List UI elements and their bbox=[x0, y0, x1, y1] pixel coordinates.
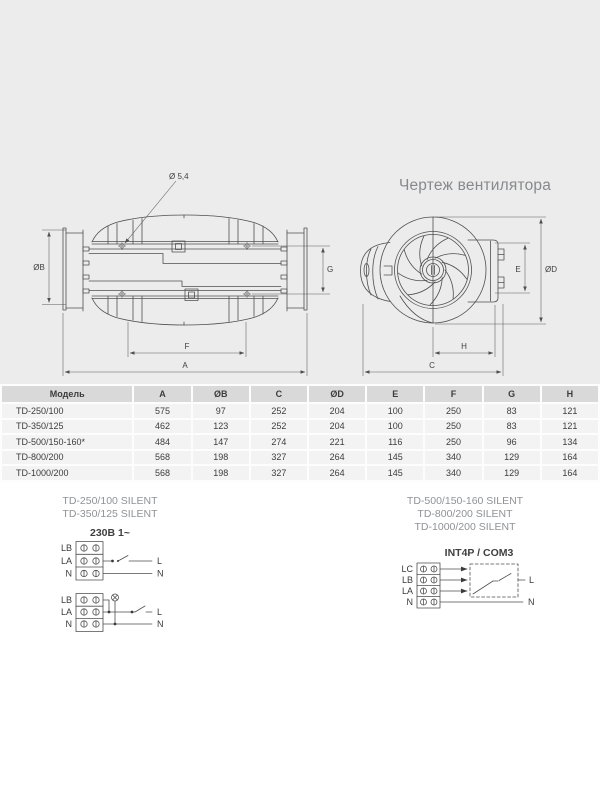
model-cell: TD-250/100 bbox=[2, 404, 132, 418]
value-cell: 568 bbox=[134, 451, 190, 465]
terminal-label-lc: LC bbox=[401, 564, 413, 574]
col-header-a: A bbox=[134, 386, 190, 402]
value-cell: 484 bbox=[134, 435, 190, 449]
fan-side-view-drawing bbox=[30, 165, 340, 380]
controller-box bbox=[470, 564, 518, 597]
wiring-left-diagram-2 bbox=[61, 594, 164, 632]
value-cell: 204 bbox=[309, 420, 365, 434]
value-cell: 568 bbox=[134, 466, 190, 480]
wiring-left-diagram-1 bbox=[61, 542, 164, 581]
col-header-od: ØD bbox=[309, 386, 365, 402]
table-header-row bbox=[2, 386, 598, 402]
value-cell: 83 bbox=[484, 420, 540, 434]
value-cell: 134 bbox=[542, 435, 598, 449]
value-cell: 164 bbox=[542, 466, 598, 480]
value-cell: 96 bbox=[484, 435, 540, 449]
value-cell: 327 bbox=[251, 451, 307, 465]
value-cell: 123 bbox=[193, 420, 249, 434]
value-cell: 97 bbox=[193, 404, 249, 418]
dim-e bbox=[495, 243, 530, 293]
value-cell: 145 bbox=[367, 451, 423, 465]
value-cell: 121 bbox=[542, 420, 598, 434]
wiring-model-line: TD-800/200 SILENT bbox=[417, 508, 513, 520]
value-cell: 264 bbox=[309, 451, 365, 465]
value-cell: 129 bbox=[484, 451, 540, 465]
value-cell: 575 bbox=[134, 404, 190, 418]
wiring-diagram-right bbox=[395, 556, 545, 614]
table-row bbox=[2, 466, 598, 480]
dim-label-e: E bbox=[515, 265, 521, 274]
col-header-model: Модель bbox=[2, 386, 132, 402]
value-cell: 100 bbox=[367, 420, 423, 434]
neutral-label: N bbox=[157, 568, 164, 579]
line-label: L bbox=[157, 607, 163, 617]
model-cell: TD-1000/200 bbox=[2, 466, 132, 480]
value-cell: 340 bbox=[425, 451, 481, 465]
model-cell: TD-800/200 bbox=[2, 451, 132, 465]
value-cell: 462 bbox=[134, 420, 190, 434]
value-cell: 327 bbox=[251, 466, 307, 480]
dim-label-a: A bbox=[182, 361, 188, 370]
model-cell: TD-500/150-160* bbox=[2, 435, 132, 449]
dimensions-table bbox=[0, 384, 600, 482]
neutral-label: N bbox=[528, 597, 535, 607]
col-header-f: F bbox=[425, 386, 481, 402]
col-header-g: G bbox=[484, 386, 540, 402]
fan-casing bbox=[380, 217, 486, 323]
value-cell: 264 bbox=[309, 466, 365, 480]
left-spigot bbox=[63, 228, 89, 311]
wiring-model-line: TD-500/150-160 SILENT bbox=[406, 495, 524, 507]
value-cell: 147 bbox=[193, 435, 249, 449]
value-cell: 100 bbox=[367, 404, 423, 418]
value-cell: 252 bbox=[251, 404, 307, 418]
terminal-label-n: N bbox=[65, 619, 72, 629]
value-cell: 250 bbox=[425, 435, 481, 449]
value-cell: 198 bbox=[193, 466, 249, 480]
col-header-c: C bbox=[251, 386, 307, 402]
dim-od bbox=[435, 217, 557, 324]
value-cell: 221 bbox=[309, 435, 365, 449]
terminal-label-la: LA bbox=[60, 607, 72, 617]
value-cell: 274 bbox=[251, 435, 307, 449]
terminal-label-lb: LB bbox=[60, 543, 72, 553]
mounting-holes bbox=[118, 172, 251, 298]
line-label: L bbox=[157, 556, 163, 566]
dim-label-h: H bbox=[461, 342, 467, 351]
dim-ob bbox=[33, 230, 66, 305]
wiring-left-models bbox=[30, 495, 190, 521]
dim-label-ob: ØB bbox=[33, 263, 45, 272]
value-cell: 145 bbox=[367, 466, 423, 480]
fan-body bbox=[89, 215, 281, 325]
motor-bracket bbox=[361, 243, 393, 302]
value-cell: 250 bbox=[425, 404, 481, 418]
col-header-e: E bbox=[367, 386, 423, 402]
value-cell: 164 bbox=[542, 451, 598, 465]
model-cell: TD-350/125 bbox=[2, 420, 132, 434]
dim-label-f: F bbox=[184, 342, 190, 351]
page-title: Чертеж вентилятора bbox=[398, 177, 552, 194]
value-cell: 198 bbox=[193, 451, 249, 465]
wiring-diagram-left bbox=[40, 540, 220, 640]
value-cell: 204 bbox=[309, 404, 365, 418]
dim-label-od: ØD bbox=[545, 265, 557, 274]
value-cell: 250 bbox=[425, 420, 481, 434]
wiring-model-line: TD-1000/200 SILENT bbox=[414, 521, 516, 533]
right-spigot bbox=[281, 228, 307, 311]
value-cell: 116 bbox=[367, 435, 423, 449]
value-cell: 252 bbox=[251, 420, 307, 434]
dim-label-g: G bbox=[327, 265, 334, 274]
line-label: L bbox=[529, 575, 535, 585]
terminal-label-la: LA bbox=[401, 586, 413, 596]
terminal-label-n: N bbox=[406, 597, 413, 607]
dim-f bbox=[128, 322, 246, 357]
dim-label-hole: Ø 5,4 bbox=[169, 172, 189, 181]
value-cell: 340 bbox=[425, 466, 481, 480]
dim-label-c: C bbox=[429, 361, 435, 370]
terminal-label-la: LA bbox=[60, 556, 72, 566]
terminal-label-lb: LB bbox=[60, 595, 72, 605]
table-row bbox=[2, 435, 598, 449]
wiring-left-power-label: 230В 1~ bbox=[90, 527, 130, 539]
wiring-model-line: TD-250/100 SILENT bbox=[62, 495, 158, 507]
value-cell: 83 bbox=[484, 404, 540, 418]
wiring-model-line: TD-350/125 SILENT bbox=[62, 508, 158, 520]
col-header-h: H bbox=[542, 386, 598, 402]
value-cell: 121 bbox=[542, 404, 598, 418]
neutral-label: N bbox=[157, 619, 164, 629]
fan-front-view-drawing bbox=[340, 165, 570, 380]
table-row bbox=[2, 420, 598, 434]
wiring-right-controller-label: INT4P / COM3 bbox=[444, 547, 514, 559]
wiring-right-models bbox=[385, 495, 545, 534]
value-cell: 129 bbox=[484, 466, 540, 480]
table-row bbox=[2, 404, 598, 418]
terminal-label-n: N bbox=[65, 568, 72, 579]
col-header-ob: ØB bbox=[193, 386, 249, 402]
terminal-label-lb: LB bbox=[401, 575, 413, 585]
table-row bbox=[2, 451, 598, 465]
